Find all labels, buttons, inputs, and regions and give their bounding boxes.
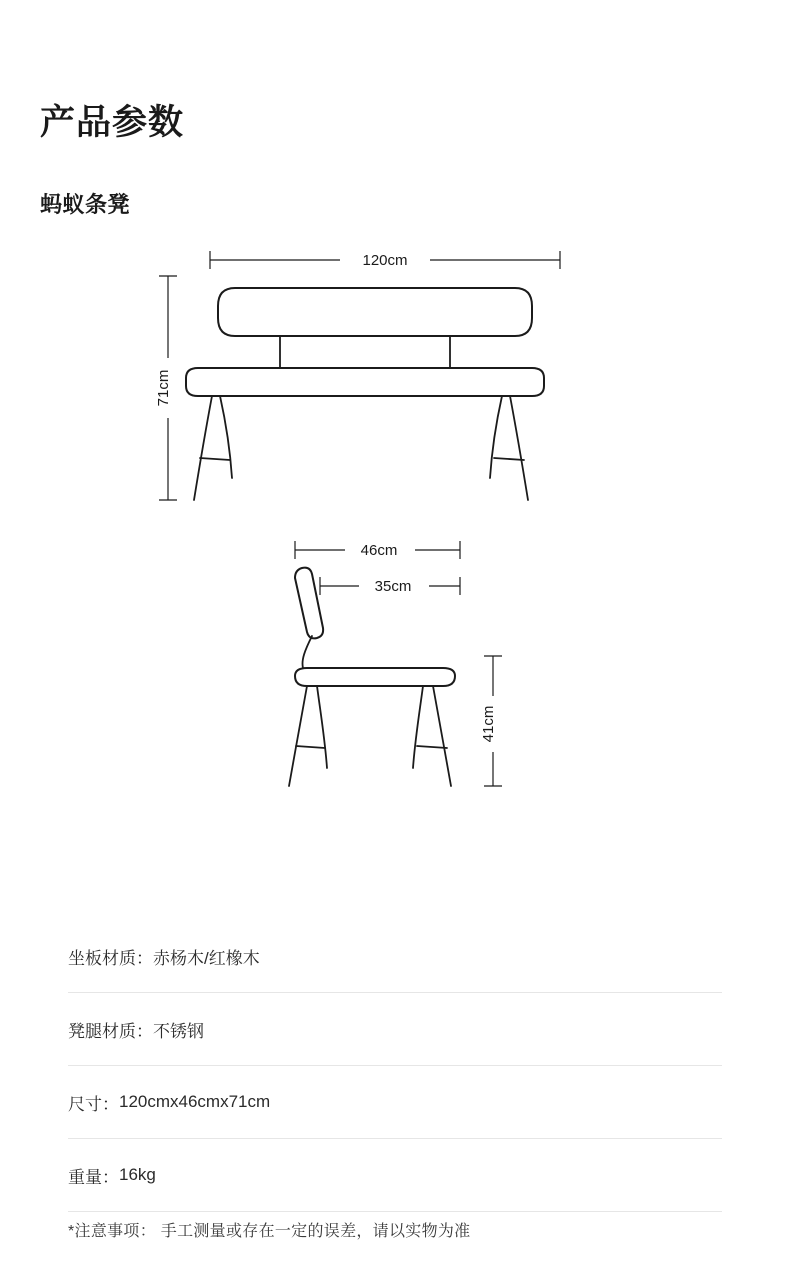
bench-backrest [218, 288, 532, 336]
bench-height-dimension [155, 276, 180, 500]
spec-row [68, 920, 722, 993]
chair-leg-front-left [289, 686, 307, 786]
chair-brace-left [296, 746, 325, 748]
spec-label: 尺寸： [68, 1094, 119, 1114]
spec-label: 坐板材质： [68, 948, 153, 968]
bench-brace-left [200, 458, 230, 460]
bench-leg-front-right [510, 396, 528, 500]
bench-width-dimension [210, 248, 560, 272]
chair-leg-back-left [317, 686, 327, 768]
spec-label: 重量： [68, 1167, 119, 1187]
spec-value: 120cmx46cmx71cm [119, 1092, 271, 1111]
measurement-note: *注意事项： 手工测量或存在一定的误差，请以实物为准 [68, 1223, 471, 1240]
bench-seat [186, 368, 544, 396]
spec-row [68, 1066, 722, 1139]
spec-value: 赤杨木/红橡木 [153, 948, 260, 968]
chair-seat-depth-dimension [320, 574, 460, 598]
chair-seat-height-dimension [480, 656, 505, 786]
chair-depth-label: 46cm [360, 542, 398, 559]
chair-depth-dimension [295, 538, 460, 562]
chair-back-frame [302, 636, 312, 668]
bench-width-label: 120cm [362, 252, 408, 269]
chair-brace-right [417, 746, 447, 748]
product-name: 蚂蚁条凳 [40, 192, 131, 217]
chair-leg-front-right [433, 686, 451, 786]
chair-backrest-profile [295, 568, 323, 639]
page-title: 产品参数 [40, 103, 185, 142]
bench-front-view-diagram [120, 238, 620, 528]
spec-label: 凳腿材质： [68, 1021, 153, 1041]
bench-height-label: 71cm [155, 369, 172, 407]
bench-side-view-diagram [255, 528, 555, 818]
spec-value: 16kg [119, 1165, 156, 1184]
spec-row [68, 993, 722, 1066]
chair-leg-back-right [413, 686, 423, 768]
bench-leg-back-left [220, 396, 232, 478]
spec-row [68, 1139, 722, 1212]
bench-leg-back-right [490, 396, 502, 478]
spec-value: 不锈钢 [153, 1021, 204, 1041]
bench-brace-right [494, 458, 524, 460]
chair-seat [295, 668, 455, 686]
bench-leg-front-left [194, 396, 212, 500]
spec-table [68, 920, 722, 1212]
chair-seat-depth-label: 35cm [374, 578, 412, 595]
chair-seat-height-label: 41cm [480, 705, 497, 743]
